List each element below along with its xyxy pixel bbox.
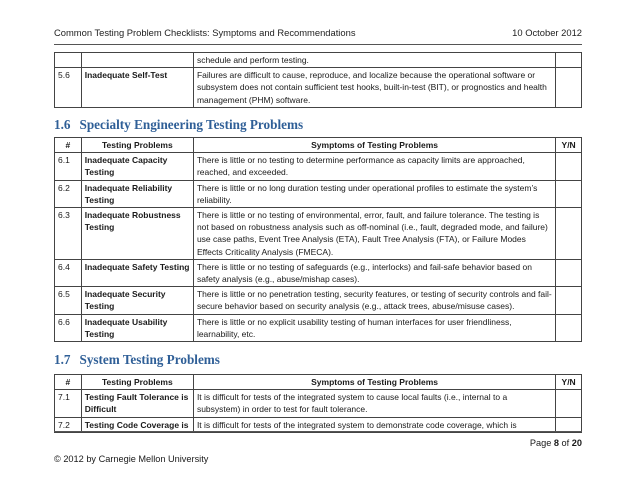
row-yn [556, 314, 582, 341]
row-problem: Inadequate Usability Testing [81, 314, 193, 341]
page-header [54, 27, 582, 38]
continuation-table [54, 52, 582, 108]
table-row [55, 314, 582, 341]
page-number [530, 438, 582, 448]
col-header-number: # [55, 138, 82, 153]
col-header-symptom: Symptoms of Testing Problems [193, 138, 555, 153]
specialty-testing-table [54, 137, 582, 342]
row-yn [556, 68, 582, 108]
col-header-problem: Testing Problems [81, 138, 193, 153]
row-symptom: There is little or no testing of environmental, error, fault, and failure tolerance. The testing is not based on robustness analysis such as off-nominal (i.e., fault, degraded mode, and failure) use case paths, Event Tree Analysis (ETA), Fault Tree Analysis (FTA), or Failure Modes Effects Criticality Analysis (FMECA). [193, 208, 555, 260]
row-yn [556, 287, 582, 314]
col-header-yn: Y/N [556, 375, 582, 390]
page-current: 8 [553, 438, 559, 448]
section-title: System Testing Problems [79, 352, 220, 367]
header-rule [54, 44, 582, 45]
row-symptom: Failures are difficult to cause, reproduce, and localize because the operational software or subsystem does not contain sufficient test hooks, built-in-test (BIT), or prognostics and health management (PHM) software. [193, 68, 555, 108]
col-header-yn: Y/N [556, 138, 582, 153]
row-problem: Inadequate Reliability Testing [81, 180, 193, 207]
row-problem: Testing Code Coverage is [81, 417, 193, 432]
table-row [55, 287, 582, 314]
table-row [55, 68, 582, 108]
section-heading-1-6 [54, 117, 303, 133]
section-title: Specialty Engineering Testing Problems [79, 117, 304, 132]
row-problem: Inadequate Capacity Testing [81, 153, 193, 180]
table-row [55, 208, 582, 260]
col-header-symptom: Symptoms of Testing Problems [193, 375, 555, 390]
header-title: Common Testing Problem Checklists: Symptoms and Recommendations [54, 27, 356, 38]
row-symptom: There is little or no testing to determine performance as capacity limits are approached, reached, and exceeded. [193, 153, 555, 180]
row-problem: Testing Fault Tolerance is Difficult [81, 390, 193, 417]
table-row [55, 180, 582, 207]
row-problem: Inadequate Security Testing [81, 287, 193, 314]
row-problem [81, 53, 193, 68]
row-yn [556, 259, 582, 286]
row-number: 7.1 [55, 390, 82, 417]
section-number: 1.7 [54, 352, 71, 367]
row-number: 6.5 [55, 287, 82, 314]
row-problem: Inadequate Safety Testing [81, 259, 193, 286]
row-symptom: It is difficult for tests of the integrated system to demonstrate code coverage, which is [193, 417, 555, 432]
row-symptom: There is little or no long duration testing under operational profiles to estimate the system’s reliability. [193, 180, 555, 207]
footer-rule [54, 431, 582, 432]
table-row [55, 153, 582, 180]
row-problem: Inadequate Robustness Testing [81, 208, 193, 260]
row-symptom: schedule and perform testing. [193, 53, 555, 68]
row-number [55, 53, 82, 68]
header-date: 10 October 2012 [512, 27, 582, 38]
row-number: 6.3 [55, 208, 82, 260]
table-header-row [55, 138, 582, 153]
row-number: 6.2 [55, 180, 82, 207]
row-yn [556, 208, 582, 260]
section-heading-1-7 [54, 352, 220, 368]
row-symptom: There is little or no testing of safeguards (e.g., interlocks) and fail-safe behavior based on safety analysis (e.g., abuse/mishap cases). [193, 259, 555, 286]
row-symptom: There is little or no penetration testing, security features, or testing of security controls and fail-secure behavior based on security analysis (e.g., attack trees, abuse/misuse cases). [193, 287, 555, 314]
col-header-problem: Testing Problems [81, 375, 193, 390]
row-number: 6.4 [55, 259, 82, 286]
row-number: 5.6 [55, 68, 82, 108]
table-row [55, 390, 582, 417]
row-yn [556, 180, 582, 207]
table-row [55, 259, 582, 286]
row-yn [556, 390, 582, 417]
row-yn [556, 53, 582, 68]
row-symptom: There is little or no explicit usability testing of human interfaces for user friendliness, learnability, etc. [193, 314, 555, 341]
table-row [55, 53, 582, 68]
row-problem: Inadequate Self-Test [81, 68, 193, 108]
page-total: 20 [571, 438, 582, 448]
row-number: 7.2 [55, 417, 82, 432]
page-label: Page [529, 438, 554, 448]
col-header-number: # [55, 375, 82, 390]
row-symptom: It is difficult for tests of the integrated system to cause local faults (i.e., internal to a subsystem) in order to test for fault tolerance. [193, 390, 555, 417]
copyright-notice: © 2012 by Carnegie Mellon University [54, 454, 209, 464]
table-header-row [55, 375, 582, 390]
row-number: 6.1 [55, 153, 82, 180]
row-yn [556, 153, 582, 180]
system-testing-table [54, 374, 582, 433]
page-of: of [558, 438, 572, 448]
section-number: 1.6 [54, 117, 71, 132]
row-number: 6.6 [55, 314, 82, 341]
